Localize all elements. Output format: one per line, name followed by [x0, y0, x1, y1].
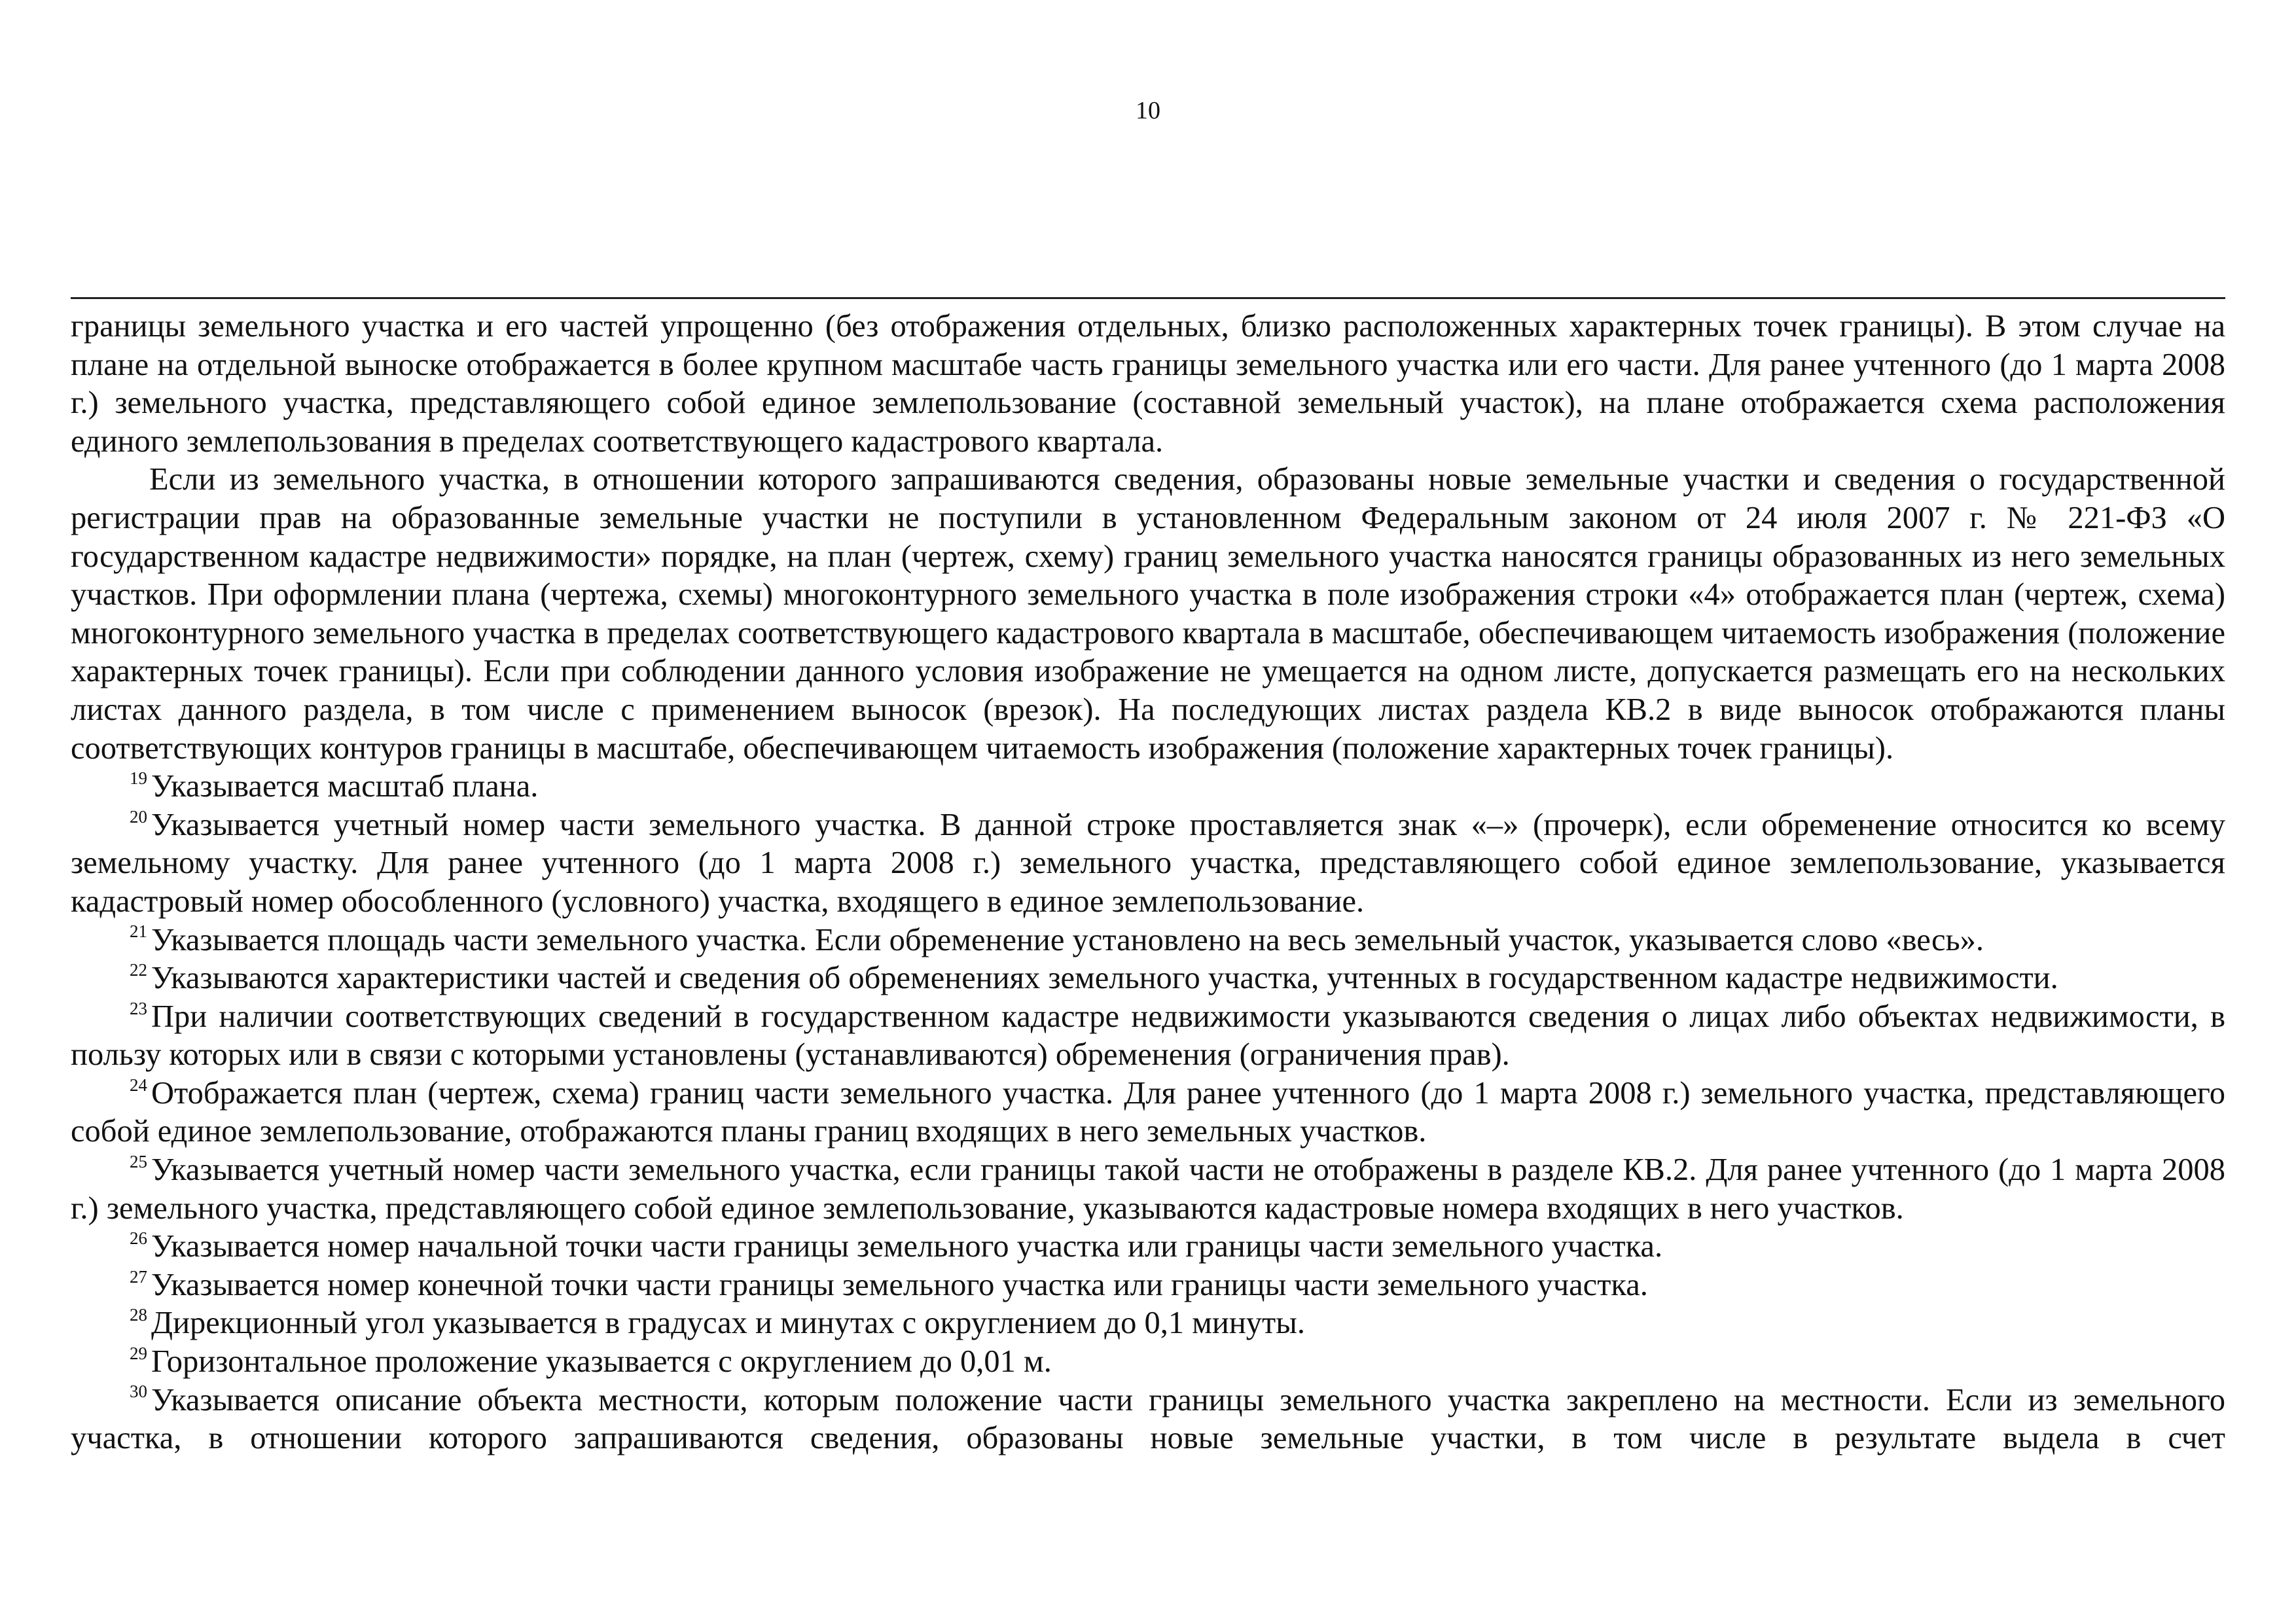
footnote-marker: 19 — [130, 768, 147, 788]
footnote-29 — [71, 1343, 2225, 1382]
footnote-text: Указывается учетный номер части земельного участка. В данной строке проставляется знак «–» (прочерк), если обременение относится ко всему земельному участку. Для ранее учтенного (до 1 марта 2008 г.) земельного участка, представляющего собой единое землепользование, указывается кадастровый номер обособленного (условного) участка, входящего в единое землепользование. — [71, 807, 2225, 919]
footnote-19 — [71, 768, 2225, 806]
footnote-marker: 26 — [130, 1228, 147, 1249]
footnote-text: Указывается площадь части земельного участка. Если обременение установлено на весь земельный участок, указывается слово «весь». — [151, 922, 1984, 957]
footnote-text: Указывается описание объекта местности, которым положение части границы земельного участка закреплено на местности. Если из земельного участка, в отношении которого запрашиваются сведения, образованы новые земельные участки, в том числе в результате выдела в счет — [71, 1382, 2225, 1456]
footnote-text: Указывается масштаб плана. — [151, 769, 539, 804]
footnote-30 — [71, 1382, 2225, 1458]
footnote-20 — [71, 806, 2225, 921]
footnote-marker: 24 — [130, 1075, 147, 1095]
footnote-25 — [71, 1151, 2225, 1228]
footnote-marker: 22 — [130, 959, 147, 980]
footnote-26 — [71, 1228, 2225, 1266]
paragraph-text: Если из земельного участка, в отношении которого запрашиваются сведения, образованы новые земельные участки и сведения о государственной регистрации прав на образованные земельные участки не поступили в установленном Федеральным законом от 24 июля 2007 г. № 221-ФЗ «О государственном кадастре недвижимости» порядке, на план (чертеж, схему) границ земельного участка наносятся границы образованных из него земельных участков. При оформлении плана (чертежа, схемы) многоконтурного земельного участка в поле изображения строки «4» отображается план (чертеж, схема) многоконтурного земельного участка в пределах соответствующего кадастрового квартала в масштабе, обеспечивающем читаемость изображения (положение характерных точек границы). Если при соблюдении данного условия изображение не умещается на одном листе, допускается размещать его на нескольких листах данного раздела, в том числе с применением выносок (врезок). На последующих листах раздела КВ.2 в виде выносок отображаются планы соответствующих контуров границы в масштабе, обеспечивающем читаемость изображения (положение характерных точек границы). — [71, 462, 2225, 766]
footnote-text: Дирекционный угол указывается в градусах и минутах с округлением до 0,1 минуты. — [151, 1306, 1305, 1341]
footnote-21 — [71, 921, 2225, 960]
footnote-text: Указываются характеристики частей и сведения об обременениях земельного участка, учтенных в государственном кадастре недвижимости. — [151, 961, 2058, 996]
footnote-marker: 27 — [130, 1266, 147, 1287]
document-body — [71, 308, 2225, 1458]
footnote-marker: 25 — [130, 1151, 147, 1171]
footnote-28 — [71, 1304, 2225, 1343]
paragraph — [71, 461, 2225, 768]
footnote-marker: 21 — [130, 921, 147, 942]
footnote-22 — [71, 959, 2225, 998]
footnote-24 — [71, 1075, 2225, 1151]
footnote-marker: 30 — [130, 1382, 147, 1402]
footnote-23 — [71, 998, 2225, 1075]
footnote-text: Указывается учетный номер части земельного участка, если границы такой части не отображены в разделе КВ.2. Для ранее учтенного (до 1 марта 2008 г.) земельного участка, представляющего собой единое землепользование, указываются кадастровые номера входящих в него участков. — [71, 1152, 2225, 1226]
footnote-text: При наличии соответствующих сведений в государственном кадастре недвижимости указываются сведения о лицах либо объектах недвижимости, в пользу которых или в связи с которыми установлены (устанавливаются) обременения (ограничения прав). — [71, 999, 2225, 1073]
footnote-marker: 23 — [130, 998, 147, 1018]
footnote-27 — [71, 1266, 2225, 1305]
page-number: 10 — [1136, 97, 1160, 124]
footnote-text: Отображается план (чертеж, схема) границ части земельного участка. Для ранее учтенного (до 1 марта 2008 г.) земельного участка, представляющего собой единое землепользование, отображаются планы границ входящих в него земельных участков. — [71, 1075, 2225, 1149]
paragraph-continued — [71, 308, 2225, 461]
footnote-marker: 29 — [130, 1343, 147, 1363]
footnote-text: Горизонтальное проложение указывается с округлением до 0,01 м. — [151, 1344, 1052, 1380]
header-divider — [71, 297, 2225, 299]
paragraph-text: границы земельного участка и его частей упрощенно (без отображения отдельных, близко расположенных характерных точек границы). В этом случае на плане на отдельной выноске отображается в более крупном масштабе часть границы земельного участка или его части. Для ранее учтенного (до 1 марта 2008 г.) земельного участка, представляющего собой единое землепользование (составной земельный участок), на плане отображается схема расположения единого землепользования в пределах соответствующего кадастрового квартала. — [71, 309, 2225, 459]
footnote-marker: 20 — [130, 806, 147, 827]
footnote-marker: 28 — [130, 1305, 147, 1325]
footnote-text: Указывается номер конечной точки части границы земельного участка или границы части земельного участка. — [151, 1267, 1648, 1302]
footnote-text: Указывается номер начальной точки части границы земельного участка или границы части земельного участка. — [151, 1229, 1663, 1264]
